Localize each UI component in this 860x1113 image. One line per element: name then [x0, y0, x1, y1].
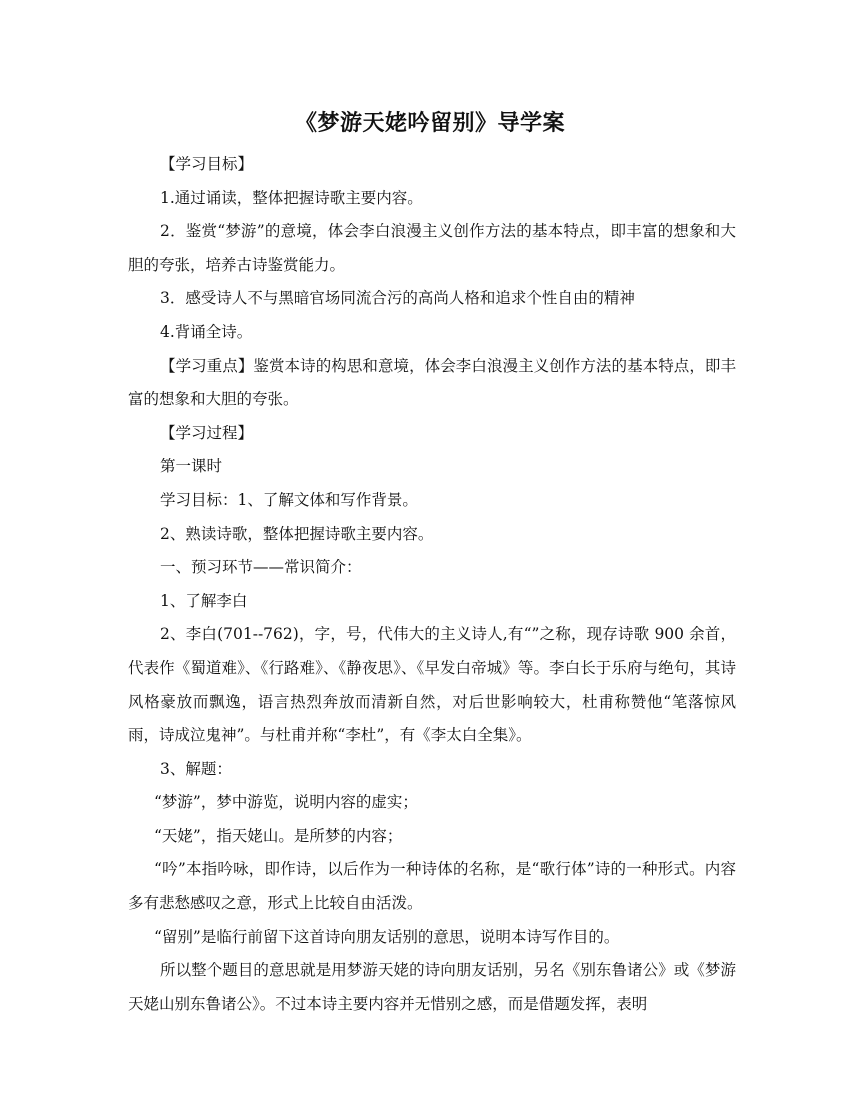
goal-item-1: 1.通过诵读，整体把握诗歌主要内容。	[160, 188, 423, 207]
li-bai-biography: 2、李白(701--762)，字，号，代伟大的主义诗人,有“”之称，现存诗歌 900 余首，代表作《蜀道难》、《行路难》、《静夜思》、《早发白帝城》等。李白长于乐府与绝句，其诗风格豪放而飘逸，语言热烈奔放而清新自然，对后世影响较大，杜甫称赞他“笔落惊风雨，诗成泣鬼神”。与杜甫并称“李杜”，有《李太白全集》。	[128, 625, 736, 745]
lesson-heading: 第一课时	[160, 457, 223, 476]
about-li-bai-heading: 1、了解李白	[160, 591, 248, 610]
section-heading-learning-goals: 【学习目标】	[160, 155, 254, 173]
document-body	[128, 148, 736, 1021]
explanation-tianmu: “天姥”，指天姥山。是所梦的内容；	[154, 826, 403, 845]
title-explanation-heading: 3、解题：	[160, 759, 232, 778]
goal-item-4: 4.背诵全诗。	[160, 322, 253, 341]
goal-item-3: 3．感受诗人不与黑暗官场同流合污的高尚人格和追求个性自由的精神	[160, 289, 635, 308]
explanation-liubie: “留别”是临行前留下这首诗向朋友话别的意思，说明本诗写作目的。	[154, 927, 620, 946]
goal-item-2: 2．鉴赏“梦游”的意境，体会李白浪漫主义创作方法的基本特点，即丰富的想象和大胆的夸张，培养古诗鉴赏能力。	[128, 222, 736, 274]
section-heading-learning-process: 【学习过程】	[160, 423, 254, 442]
lesson-goal-1: 学习目标：1、了解文体和写作背景。	[160, 490, 418, 509]
document-title: 《梦游天姥吟留别》导学案	[294, 111, 565, 136]
title-summary-paragraph: 所以整个题目的意思就是用梦游天姥的诗向朋友话别，另名《别东鲁诸公》或《梦游天姥山别东鲁诸公》。不过本诗主要内容并无惜别之感，而是借题发挥，表明	[128, 961, 736, 1013]
explanation-yin: “吟”本指吟咏，即作诗，以后作为一种诗体的名称，是“歌行体”诗的一种形式。内容多有悲愁感叹之意，形式上比较自由活泼。	[128, 860, 736, 913]
explanation-mengyou: “梦游”，梦中游览，说明内容的虚实；	[154, 793, 418, 812]
lesson-goal-2: 2、熟读诗歌，整体把握诗歌主要内容。	[160, 524, 434, 543]
learning-focus-paragraph: 【学习重点】鉴赏本诗的构思和意境，体会李白浪漫主义创作方法的基本特点，即丰富的想象和大胆的夸张。	[128, 356, 736, 409]
preview-heading: 一、预习环节——常识简介：	[160, 558, 362, 577]
